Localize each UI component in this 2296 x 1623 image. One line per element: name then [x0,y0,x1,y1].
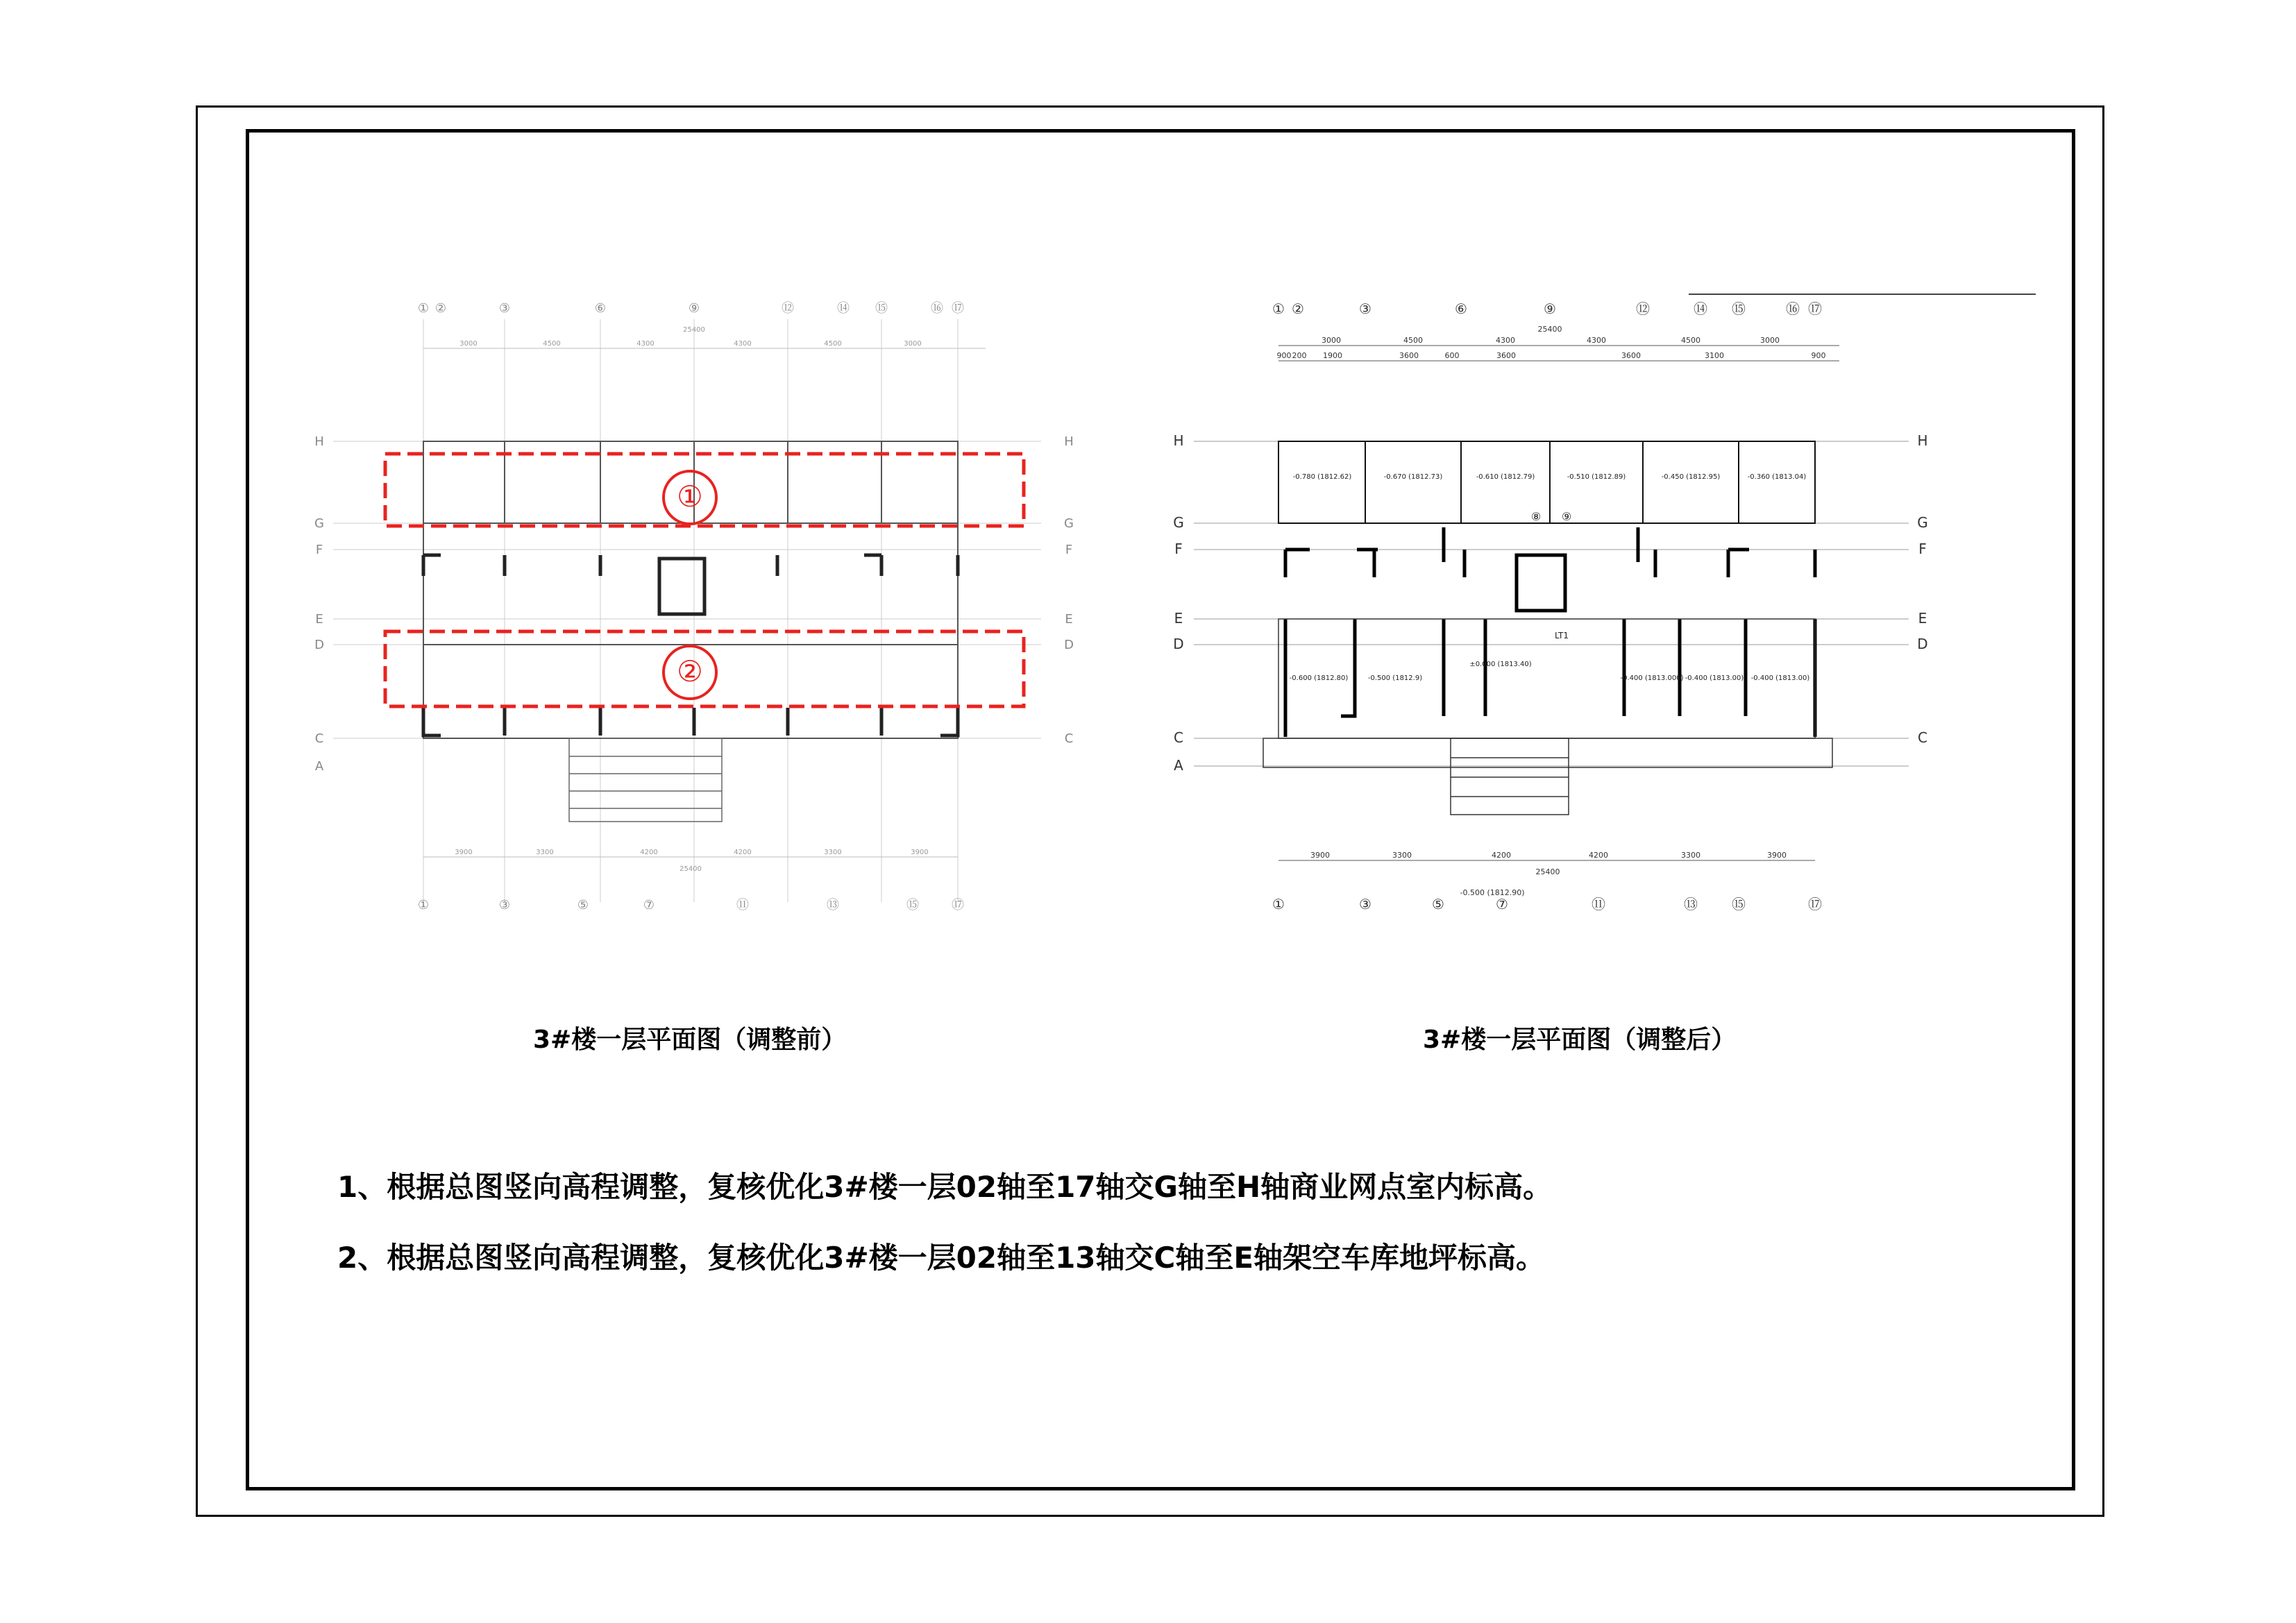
svg-text:25400: 25400 [679,865,702,873]
svg-text:4500: 4500 [543,340,561,348]
svg-text:①: ① [417,898,430,912]
svg-text:⑮: ⑮ [906,898,919,912]
svg-text:3300: 3300 [1681,851,1700,860]
svg-text:F: F [1065,543,1073,557]
svg-text:⑪: ⑪ [1592,896,1605,912]
svg-text:C: C [1064,731,1074,746]
svg-text:3600: 3600 [1399,351,1419,360]
svg-text:600: 600 [1444,351,1460,360]
svg-text:⑦: ⑦ [643,898,655,912]
svg-text:4200: 4200 [1589,851,1608,860]
svg-text:H: H [1917,432,1928,449]
entrance-stairs [1451,738,1569,815]
bottom-dimensions [423,849,958,873]
svg-text:25400: 25400 [1537,325,1562,334]
svg-text:4500: 4500 [1681,336,1700,345]
svg-text:⑤: ⑤ [577,898,589,912]
svg-text:G: G [1917,514,1928,531]
svg-text:F: F [1174,541,1183,557]
svg-text:①: ① [1272,300,1285,317]
top-dimensions [423,326,986,348]
top-axis-labels [1272,300,1822,317]
svg-text:⑮: ⑮ [875,301,888,316]
svg-text:⑭: ⑭ [837,301,850,316]
svg-text:-0.670 (1812.73): -0.670 (1812.73) [1383,473,1443,481]
svg-text:-0.400 (1813.00): -0.400 (1813.00) [1750,674,1810,682]
svg-text:⑯: ⑯ [1786,300,1800,317]
svg-text:D: D [1064,638,1074,652]
svg-text:③: ③ [1359,300,1371,317]
svg-text:-0.400 (1813.00): -0.400 (1813.00) [1685,674,1744,682]
marker-1-label: ① [677,479,703,513]
svg-text:C: C [1174,729,1183,746]
svg-text:4300: 4300 [734,340,752,348]
svg-text:C: C [314,731,324,746]
svg-text:3000: 3000 [459,340,478,348]
svg-text:3900: 3900 [1310,851,1330,860]
svg-text:⑤: ⑤ [1432,896,1444,912]
svg-text:3600: 3600 [1496,351,1516,360]
svg-text:⑥: ⑥ [594,301,607,316]
caption-before: 3#楼一层平面图（调整前） [533,1026,847,1054]
svg-text:F: F [315,543,323,557]
svg-text:D: D [1917,636,1928,652]
svg-text:-0.500 (1812.90): -0.500 (1812.90) [1460,888,1525,897]
svg-text:⑰: ⑰ [952,301,964,316]
bottom-axis-labels [1272,896,1822,912]
svg-text:900: 900 [1811,351,1826,360]
svg-text:3900: 3900 [455,849,473,856]
svg-text:⑬: ⑬ [1684,896,1698,912]
svg-text:4200: 4200 [734,849,752,856]
svg-text:3300: 3300 [824,849,842,856]
svg-text:G: G [1064,516,1074,531]
svg-text:⑰: ⑰ [1808,300,1822,317]
svg-text:⑰: ⑰ [952,898,964,912]
svg-text:F: F [1918,541,1927,557]
svg-text:H: H [1173,432,1184,449]
svg-text:H: H [1064,434,1074,449]
entrance-stairs [569,738,722,822]
svg-text:-0.360 (1813.04): -0.360 (1813.04) [1747,473,1807,481]
svg-text:3300: 3300 [1392,851,1412,860]
svg-text:1900: 1900 [1323,351,1342,360]
svg-text:3100: 3100 [1705,351,1724,360]
svg-text:⑨: ⑨ [1544,300,1556,317]
floor-plan-before [292,291,1074,944]
garage-levels [1290,674,1810,682]
svg-text:3000: 3000 [904,340,922,348]
core-walls [1285,527,1815,737]
svg-text:G: G [314,516,324,531]
svg-text:3600: 3600 [1621,351,1641,360]
row-axis-labels-right [1917,432,1928,746]
svg-text:③: ③ [498,301,511,316]
svg-text:3900: 3900 [1767,851,1787,860]
top-dimensions [1277,325,1840,361]
svg-text:⑧: ⑧ [1530,510,1542,523]
svg-text:4500: 4500 [824,340,842,348]
svg-text:E: E [1918,610,1927,627]
svg-text:③: ③ [498,898,511,912]
svg-text:25400: 25400 [683,326,705,334]
svg-text:⑮: ⑮ [1732,896,1746,912]
svg-text:-0.610 (1812.79): -0.610 (1812.79) [1476,473,1535,481]
svg-text:⑫: ⑫ [1636,300,1650,317]
svg-text:3900: 3900 [911,849,929,856]
svg-text:-0.500 (1812.9): -0.500 (1812.9) [1367,674,1423,682]
svg-text:⑨: ⑨ [688,301,700,316]
svg-text:-0.450 (1812.95): -0.450 (1812.95) [1661,473,1721,481]
svg-text:-0.510 (1812.89): -0.510 (1812.89) [1567,473,1626,481]
svg-text:4200: 4200 [640,849,658,856]
bottom-axis-labels [418,898,964,912]
highlight-box-1 [385,454,1024,526]
marker-2-label: ② [677,654,703,688]
svg-text:⑯: ⑯ [931,301,943,316]
svg-text:D: D [1173,636,1184,652]
note-2: 2、根据总图竖向高程调整，复核优化3#楼一层02轴至13轴交C轴至E轴架空车库地坪标高。 [337,1241,1546,1275]
svg-text:-0.400 (1813.000): -0.400 (1813.000) [1620,674,1684,682]
svg-text:C: C [1918,729,1927,746]
svg-text:3300: 3300 [536,849,554,856]
svg-text:4200: 4200 [1492,851,1511,860]
svg-text:4300: 4300 [1496,336,1515,345]
svg-text:4300: 4300 [1587,336,1606,345]
svg-text:E: E [1174,610,1183,627]
svg-text:G: G [1173,514,1184,531]
caption-after: 3#楼一层平面图（调整后） [1423,1026,1737,1054]
svg-text:H: H [314,434,324,449]
svg-text:-0.600 (1812.80): -0.600 (1812.80) [1289,674,1349,682]
shop-row-walls [1278,441,1815,523]
svg-text:-0.780 (1812.62): -0.780 (1812.62) [1292,473,1352,481]
svg-text:D: D [314,638,324,652]
svg-text:①: ① [1272,896,1285,912]
svg-text:⑦: ⑦ [1496,896,1508,912]
svg-text:LT1: LT1 [1555,631,1569,640]
svg-text:3000: 3000 [1760,336,1780,345]
svg-text:②: ② [434,301,447,316]
svg-text:±0.000 (1813.40): ±0.000 (1813.40) [1469,661,1532,668]
svg-text:⑫: ⑫ [782,301,794,316]
svg-text:③: ③ [1359,896,1371,912]
svg-text:⑮: ⑮ [1732,300,1746,317]
svg-text:E: E [315,612,323,627]
svg-text:⑰: ⑰ [1808,896,1822,912]
svg-text:⑪: ⑪ [736,898,749,912]
svg-text:A: A [314,759,324,774]
svg-text:200: 200 [1292,351,1307,360]
svg-text:25400: 25400 [1535,867,1560,876]
svg-text:3000: 3000 [1322,336,1341,345]
axis-grid [1194,441,1909,766]
row-axis-labels-left [314,434,324,774]
svg-text:⑬: ⑬ [827,898,839,912]
svg-text:A: A [1174,757,1183,774]
svg-text:E: E [1065,612,1073,627]
floor-plan-after [1152,291,1943,944]
svg-text:900: 900 [1276,351,1292,360]
svg-text:4500: 4500 [1403,336,1423,345]
svg-text:⑥: ⑥ [1455,300,1467,317]
axis-grid [333,319,1041,902]
svg-text:①: ① [417,301,430,316]
svg-text:4300: 4300 [636,340,655,348]
top-axis-labels [418,301,964,316]
row-axis-labels-left [1173,432,1184,774]
svg-text:②: ② [1292,300,1304,317]
bottom-dimensions [1278,851,1815,897]
svg-text:⑭: ⑭ [1694,300,1707,317]
note-1: 1、根据总图竖向高程调整，复核优化3#楼一层02轴至17轴交G轴至H轴商业网点室内标高。 [337,1170,1553,1204]
svg-text:⑨: ⑨ [1561,510,1572,523]
